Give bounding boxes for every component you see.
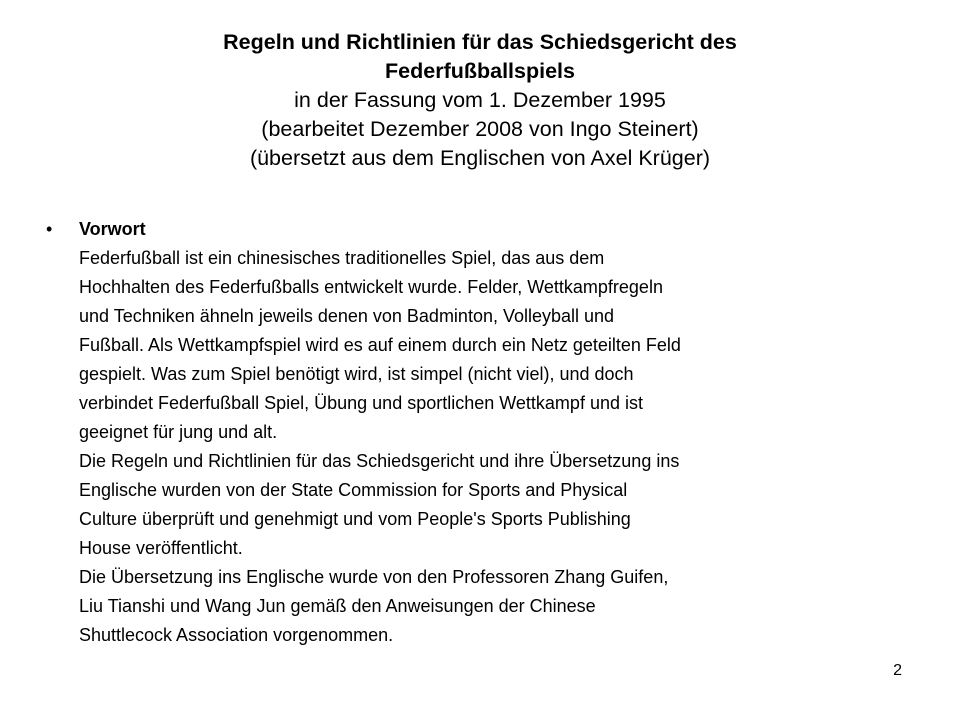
body-line-11: House veröffentlicht. xyxy=(79,538,243,558)
slide-body xyxy=(46,215,906,650)
subtitle-edition: in der Fassung vom 1. Dezember 1995 xyxy=(294,88,666,112)
body-line-6: verbindet Federfußball Spiel, Übung und sportlichen Wettkampf und ist xyxy=(79,393,643,413)
body-line-9: Englische wurden von der State Commission for Sports and Physical xyxy=(79,480,628,500)
body-line-13: Liu Tianshi und Wang Jun gemäß den Anweisungen der Chinese xyxy=(79,596,596,616)
body-line-2: Hochhalten des Federfußballs entwickelt wurde. Felder, Wettkampfregeln xyxy=(79,277,663,297)
subtitle-edited: (bearbeitet Dezember 2008 von Ingo Steinert) xyxy=(261,117,699,141)
body-line-10: Culture überprüft und genehmigt und vom People's Sports Publishing xyxy=(79,509,631,529)
subtitle-translated: (übersetzt aus dem Englischen von Axel Krüger) xyxy=(249,146,711,170)
title-line-2: Federfußballspiels xyxy=(385,59,575,83)
body-line-1: Federfußball ist ein chinesisches traditionelles Spiel, das aus dem xyxy=(79,248,605,268)
body-line-5: gespielt. Was zum Spiel benötigt wird, ist simpel (nicht viel), und doch xyxy=(79,364,634,384)
bullet-icon: • xyxy=(46,219,53,239)
page-number: 2 xyxy=(893,662,902,679)
bullet-item-vorwort xyxy=(46,215,906,650)
body-line-8: Die Regeln und Richtlinien für das Schiedsgericht und ihre Übersetzung ins xyxy=(79,451,680,471)
body-line-4: Fußball. Als Wettkampfspiel wird es auf einem durch ein Netz geteilten Feld xyxy=(79,335,681,355)
body-line-7: geeignet für jung und alt. xyxy=(79,422,278,442)
body-line-12: Die Übersetzung ins Englische wurde von den Professoren Zhang Guifen, xyxy=(79,567,669,587)
bullet-heading: Vorwort xyxy=(79,219,146,239)
body-line-14: Shuttlecock Association vorgenommen. xyxy=(79,625,394,645)
body-line-3: und Techniken ähneln jeweils denen von Badminton, Volleyball und xyxy=(79,306,615,326)
title-line-1: Regeln und Richtlinien für das Schiedsgericht des xyxy=(223,30,737,54)
slide-title xyxy=(60,28,900,173)
